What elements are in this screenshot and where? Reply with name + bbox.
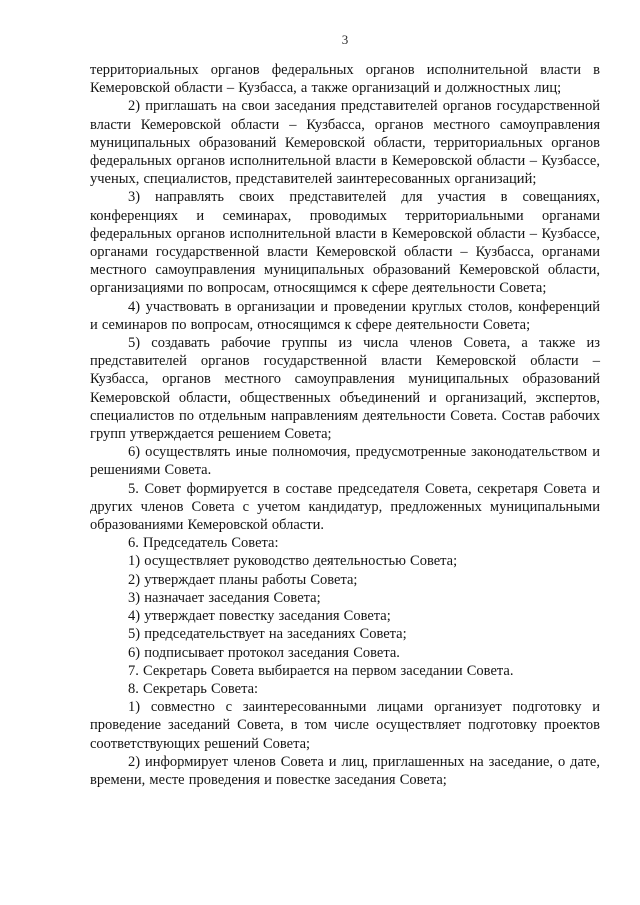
paragraph-clause-5: 5. Совет формируется в составе председателя Совета, секретаря Совета и других членов Совета с учетом кандидатур, предложенных муниципальными образованиями Кемеровской области.: [90, 480, 600, 534]
paragraph-clause-6: 6. Председатель Совета:: [128, 535, 279, 552]
page-number: 3: [341, 32, 349, 47]
paragraph-item-2: 2) приглашать на свои заседания представителей органов государственной власти Кемеровской области – Кузбасса, органов местного самоуправления муниципальных образований Кемеровской области, территориальных органов федеральных органов исполнительной власти в Кемеровской области – Кузбассе, ученых, специалистов, представителей заинтересованных организаций;: [90, 98, 600, 188]
paragraph-chair-duty-6: 6) подписывает протокол заседания Совета.: [128, 644, 400, 661]
paragraph-sec-duty-1: 1) совместно с заинтересованными лицами организует подготовку и проведение заседаний Совета, в том числе осуществляет подготовку проектов соответствующих решений Совета;: [90, 699, 600, 752]
paragraph-chair-duty-4: 4) утверждает повестку заседания Совета;: [128, 608, 391, 625]
paragraph-item-4: 4) участвовать в организации и проведении круглых столов, конференций и семинаров по вопросам, относящимся к сфере деятельности Совета;: [90, 298, 600, 333]
paragraph-sec-duty-2: 2) информирует членов Совета и лиц, приглашенных на заседание, о дате, времени, месте проведения и повестке заседания Совета;: [90, 753, 600, 788]
paragraph-item-5: 5) создавать рабочие группы из числа членов Совета, а также из представителей органов государственной власти Кемеровской области – Кузбасса, органов местного самоуправления муниципальных образований Кемеровской области, общественных объединений и организаций, экспертов, специалистов по отдельным направлениям деятельности Совета. Состав рабочих групп утверждается решением Совета;: [90, 335, 600, 443]
paragraph-chair-duty-3: 3) назначает заседания Совета;: [128, 589, 321, 606]
paragraph-item-3: 3) направлять своих представителей для участия в совещаниях, конференциях и семинарах, проводимых территориальными органами федеральных органов исполнительной власти в Кемеровской области – Кузбассе, органами государственной власти Кемеровской области – Кузбасса, органами местного самоуправления муниципальных образований Кемеровской области, организациями по вопросам, относящимся к сфере деятельности Совета;: [90, 189, 600, 297]
paragraph-clause-7: 7. Секретарь Совета выбирается на первом заседании Совета.: [128, 662, 514, 679]
paragraph-chair-duty-5: 5) председательствует на заседаниях Совета;: [128, 626, 407, 643]
paragraph-item-6: 6) осуществлять иные полномочия, предусмотренные законодательством и решениями Совета.: [90, 444, 600, 479]
paragraph-clause-8: 8. Секретарь Совета:: [128, 680, 259, 697]
paragraph-chair-duty-1: 1) осуществляет руководство деятельностью Совета;: [128, 553, 458, 570]
document-text-block: [90, 61, 600, 789]
paragraph-continuation: территориальных органов федеральных органов исполнительной власти в Кемеровской области – Кузбасса, а также организаций и должностных лиц;: [90, 62, 600, 97]
paragraph-chair-duty-2: 2) утверждает планы работы Совета;: [128, 571, 358, 588]
